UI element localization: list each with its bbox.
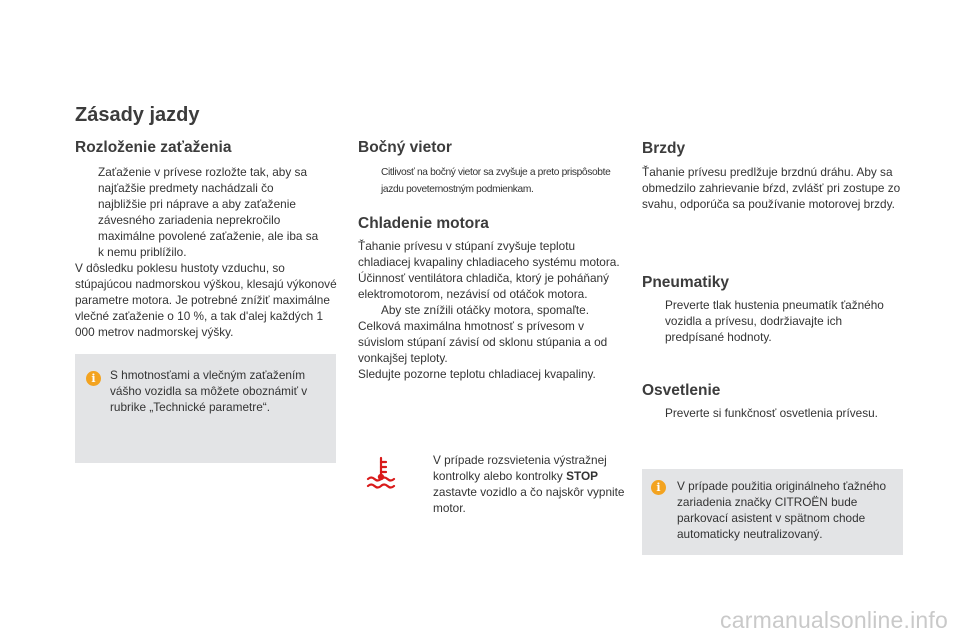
warning-text-after: zastavte vozidlo a čo najskôr vypnite motor. [433, 485, 625, 515]
info-note-park-assist [642, 469, 903, 555]
heading-engine-cooling: Chladenie motora [358, 215, 489, 232]
altitude-paragraph: V dôsledku poklesu hustoty vzduchu, so stúpajúcou nadmorskou výškou, klesajú výkonové parametre motora. Je potrebné znížiť maximálne vlečné zaťaženie o 10 %, a tak d'alej každých 1 000 metrov nadmorskej výšky. [75, 261, 337, 339]
info-icon: i [651, 480, 666, 495]
heading-side-wind: Bočný vietor [358, 139, 452, 156]
bullet-text: Zaťaženie v prívese rozložte tak, aby sa najťažšie predmety nachádzali čo najbližšie pri náprave a aby zaťaženie závesného zariadenia neprekročilo maximálne povolené zaťaženie, ale iba sa k nemu priblížilo. [98, 165, 319, 259]
bullet-text: Aby ste znížili otáčky motora, spomaľte. [381, 303, 590, 317]
bullet-text: Preverte tlak hustenia pneumatík ťažného vozidla a prívesu, dodržiavajte ich predpísané hodnoty. [665, 298, 884, 344]
warning-text-before: V prípade rozsvietenia výstražnej kontrolky alebo kontrolky [433, 453, 607, 483]
cooling-para-3: Celková maximálna hmotnosť s prívesom v súvislom stúpaní závisí od sklonu stúpania a od vonkajšej teploty. [358, 319, 608, 365]
info-note-text: S hmotnosťami a vlečným zaťažením vášho vozidla sa môžete oboznámiť v rubrike „Technické parametre“. [110, 368, 308, 414]
info-note-text: V prípade použitia originálneho ťažného zariadenia značky CITROËN bude parkovací asistent v spätnom chode automaticky neutralizovaný. [677, 479, 887, 541]
watermark: carmanualsonline.info [720, 607, 948, 633]
bullet-slow-down [358, 302, 626, 318]
stop-label: STOP [566, 469, 599, 483]
cooling-para-1: Ťahanie prívesu v stúpaní zvyšuje teplotu chladiacej kvapaliny chladiaceho systému motora. [358, 239, 620, 269]
bullet-text: Citlivosť na bočný vietor sa zvyšuje a preto prispôsobte jazdu poveternostným podmienkam. [381, 167, 611, 195]
info-icon: i [86, 371, 101, 386]
bullet-text: Preverte si funkčnosť osvetlenia prívesu. [665, 406, 878, 420]
cooling-para-2: Účinnosť ventilátora chladiča, ktorý je poháňaný elektromotorom, nezávisí od otáčok motora. [358, 271, 609, 301]
heading-brakes: Brzdy [642, 140, 686, 157]
bullet-lighting-check [642, 405, 904, 421]
bullet-tyre-pressure [642, 297, 904, 345]
coolant-temperature-warning-icon [365, 455, 397, 491]
heading-tyres: Pneumatiky [642, 274, 730, 291]
cooling-para-4: Sledujte pozorne teplotu chladiacej kvapaliny. [358, 367, 596, 381]
bullet-side-wind [358, 164, 628, 198]
heading-lighting: Osvetlenie [642, 382, 721, 399]
engine-cooling-text [358, 238, 626, 382]
info-note-weights [75, 354, 336, 463]
bullet-load-distribution [75, 164, 325, 260]
page-title: Zásady jazdy [75, 104, 200, 126]
brakes-paragraph: Ťahanie prívesu predlžuje brzdnú dráhu. Aby sa obmedzilo zahrievanie bŕzd, zvlášť pri zostupe zo svahu, odporúča sa používanie motorovej brzdy. [642, 165, 901, 211]
heading-load-distribution: Rozloženie zaťaženia [75, 139, 232, 156]
bullet-warning-light [410, 452, 632, 516]
bullet-text [433, 452, 632, 516]
